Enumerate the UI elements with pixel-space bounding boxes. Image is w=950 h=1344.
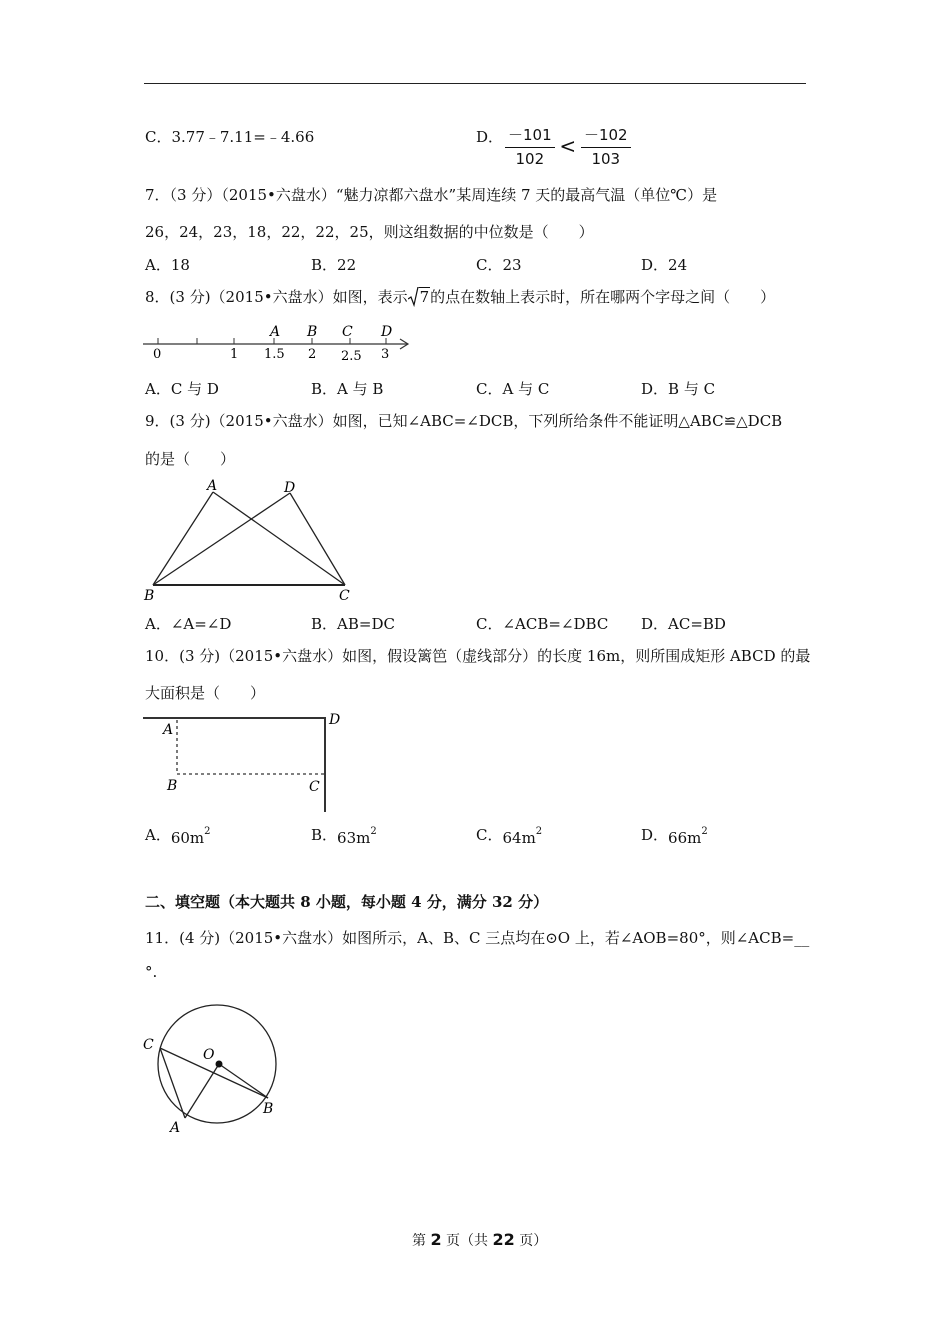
q10-option-b[interactable] xyxy=(311,824,377,845)
q8-option-a[interactable]: A．C 与 D xyxy=(145,380,219,398)
q8-option-c[interactable]: C．A 与 C xyxy=(476,380,550,398)
footer-prefix: 第 xyxy=(412,1233,431,1249)
tick-label-0: 0 xyxy=(153,347,162,362)
radius-oa xyxy=(185,1064,219,1118)
footer-total-pages: 22 xyxy=(492,1230,515,1249)
q10-option-c-value: 64m xyxy=(502,829,536,847)
axis-letter-d: D xyxy=(381,324,393,340)
axis-letter-a: A xyxy=(270,324,281,340)
footer-page-number: 2 xyxy=(430,1230,442,1249)
q10-option-c[interactable] xyxy=(476,824,542,845)
point-label-a: A xyxy=(207,478,218,494)
triangles-figure xyxy=(140,476,360,606)
axis-letter-b: B xyxy=(307,324,318,340)
q7-option-c[interactable]: C．23 xyxy=(476,256,522,274)
radius-ob xyxy=(219,1064,268,1098)
footer-suffix: 页） xyxy=(514,1233,548,1249)
less-than-sign: < xyxy=(559,134,577,158)
tick-label-1: 1 xyxy=(230,347,239,362)
q10-option-a[interactable] xyxy=(145,824,211,845)
point-label-c: C xyxy=(339,588,350,604)
q9-option-d[interactable]: D．AC=BD xyxy=(641,615,726,633)
fraction-2 xyxy=(581,124,631,168)
circle-label-a: A xyxy=(170,1120,181,1136)
point-label-d: D xyxy=(284,480,296,496)
q8-prefix: 8．(3 分)（2015•六盘水）如图，表示 xyxy=(145,288,408,306)
q6-option-d[interactable] xyxy=(476,126,503,147)
rect-label-a: A xyxy=(163,722,174,738)
q10-option-b-exponent: 2 xyxy=(370,826,377,837)
q8-suffix: 的点在数轴上表示时，所在哪两个字母之间（ ） xyxy=(430,288,776,306)
q9-option-a[interactable]: A．∠A=∠D xyxy=(145,615,232,633)
point-label-b: B xyxy=(144,588,155,604)
fraction-1 xyxy=(505,124,555,168)
q11-line2: °. xyxy=(145,963,158,981)
circle-label-b: B xyxy=(263,1101,274,1117)
q10-option-a-label: A． xyxy=(145,826,171,844)
q6-option-d-math xyxy=(505,124,631,168)
q8-stem xyxy=(145,286,775,307)
header-rule xyxy=(144,83,806,84)
q7-line2: 26，24，23，18，22，22，25，则这组数据的中位数是（ ） xyxy=(145,223,594,241)
center-point-icon xyxy=(216,1061,223,1068)
q10-option-a-exponent: 2 xyxy=(204,826,211,837)
segment-bd xyxy=(153,493,290,585)
fence-rectangle-figure xyxy=(140,708,350,814)
q6-option-c[interactable]: C．3.77﹣7.11=﹣4.66 xyxy=(145,128,315,146)
number-line-figure xyxy=(140,318,420,366)
q10-option-d[interactable] xyxy=(641,824,708,845)
q7-option-a[interactable]: A．18 xyxy=(145,256,190,274)
q10-option-a-value: 60m xyxy=(170,829,205,847)
q8-option-d[interactable]: D．B 与 C xyxy=(641,380,716,398)
fraction-1-numerator: －101 xyxy=(505,124,555,148)
q7-option-d[interactable]: D．24 xyxy=(641,256,688,274)
q7-option-b[interactable]: B．22 xyxy=(311,256,357,274)
rect-label-b: B xyxy=(167,778,178,794)
fraction-1-denominator: 102 xyxy=(515,150,545,168)
q10-option-b-value: 63m xyxy=(337,829,371,847)
radicand: 7 xyxy=(419,288,430,306)
segment-ba xyxy=(153,492,213,585)
rect-label-c: C xyxy=(309,779,320,795)
segment-ac xyxy=(213,492,345,585)
axis-letter-c: C xyxy=(342,324,353,340)
q11-line1: 11．(4 分)（2015•六盘水）如图所示，A、B、C 三点均在⊙O 上，若∠AOB=80°，则∠ACB=__ xyxy=(145,929,810,947)
q9-option-c[interactable]: C．∠ACB=∠DBC xyxy=(476,615,609,633)
q10-line2: 大面积是（ ） xyxy=(145,684,266,702)
q6-option-d-label: D． xyxy=(476,128,504,146)
q9-option-b[interactable]: B．AB=DC xyxy=(311,615,395,633)
rect-label-d: D xyxy=(329,712,341,728)
q10-option-c-exponent: 2 xyxy=(535,826,543,837)
q9-line2: 的是（ ） xyxy=(145,450,236,468)
q9-line1: 9．(3 分)（2015•六盘水）如图，已知∠ABC=∠DCB，下列所给条件不能证明△ABC≌△DCB xyxy=(145,412,783,430)
q8-option-b[interactable]: B．A 与 B xyxy=(311,380,384,398)
q10-line1: 10．(3 分)（2015•六盘水）如图，假设篱笆（虚线部分）的长度 16m，则所围成矩形 ABCD 的最 xyxy=(145,647,811,665)
q10-option-b-label: B． xyxy=(311,826,338,844)
section-heading: 二、填空题（本大题共 8 小题，每小题 4 分，满分 32 分） xyxy=(145,893,549,911)
q10-option-d-exponent: 2 xyxy=(701,826,708,837)
circle-figure xyxy=(138,1000,288,1140)
q7-line1: 7．（3 分）（2015•六盘水）“魅力凉都六盘水”某周连续 7 天的最高气温（单位℃）是 xyxy=(145,186,718,204)
tick-label-2-5: 2.5 xyxy=(341,349,362,364)
circle-label-c: C xyxy=(143,1037,154,1053)
fraction-2-numerator: －102 xyxy=(581,124,631,148)
segment-dc xyxy=(290,493,345,585)
q10-option-d-value: 66m xyxy=(668,829,702,847)
footer-middle: 页（共 xyxy=(441,1233,493,1249)
q10-option-d-label: D． xyxy=(641,826,669,844)
radical-sign-icon xyxy=(408,287,419,307)
tick-label-2: 2 xyxy=(308,347,317,362)
tick-label-3: 3 xyxy=(381,347,390,362)
page-footer xyxy=(412,1230,547,1250)
fraction-2-denominator: 103 xyxy=(591,150,621,168)
q10-option-c-label: C． xyxy=(476,826,503,844)
tick-label-1-5: 1.5 xyxy=(264,347,285,362)
sqrt-expression xyxy=(408,287,431,307)
circle-label-o: O xyxy=(203,1047,215,1063)
